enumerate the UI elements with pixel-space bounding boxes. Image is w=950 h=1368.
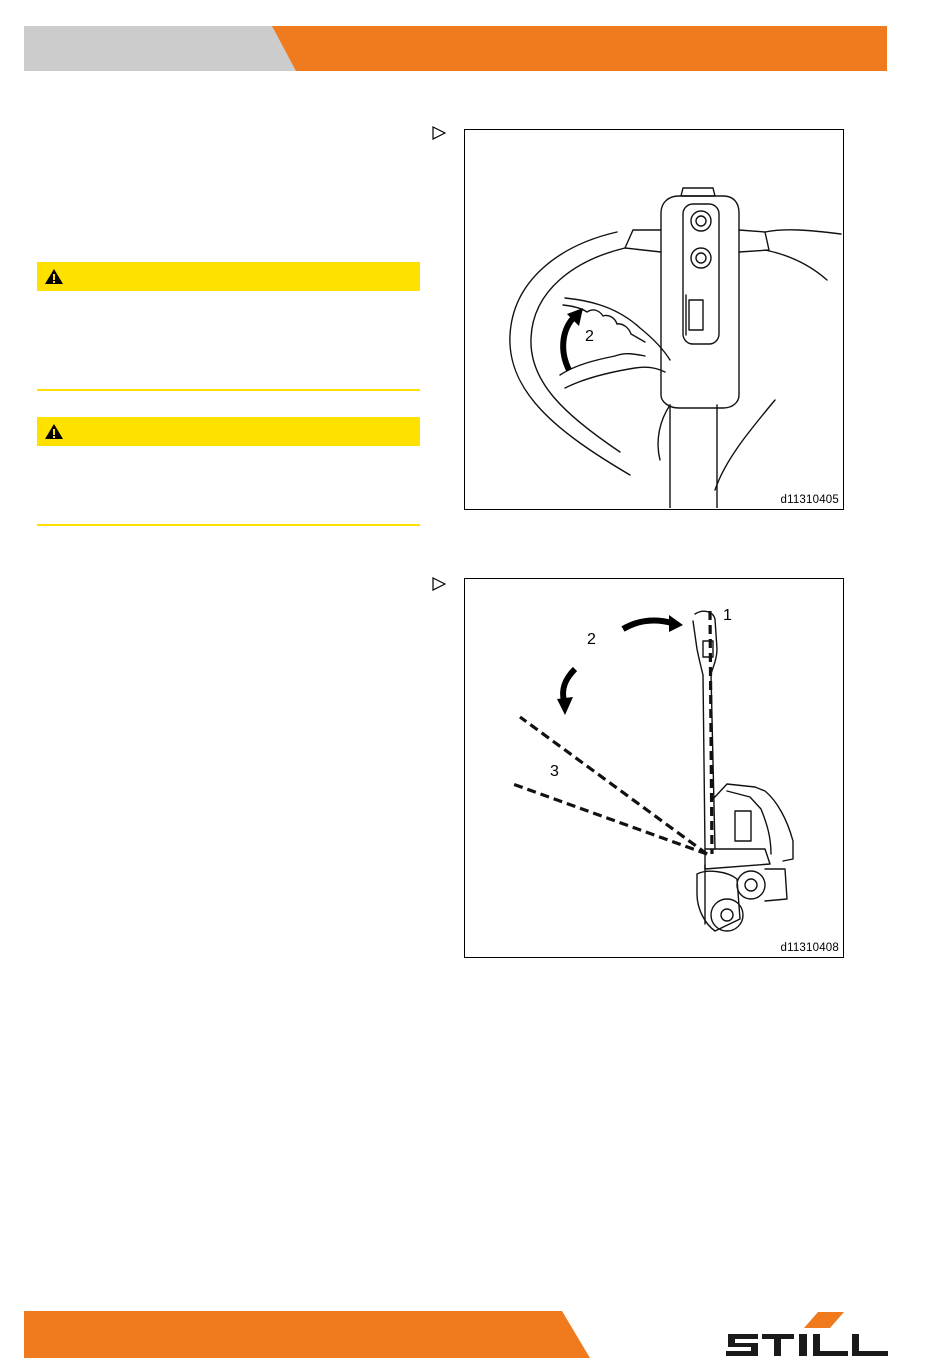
tiller-positions-illustration: [465, 579, 842, 956]
warning-end-rule: [37, 389, 420, 391]
callout-label: 3: [550, 763, 559, 780]
warning-banner: [37, 417, 420, 446]
warning-triangle-icon: [44, 423, 64, 440]
warning-banner: [37, 262, 420, 291]
callout-label: 1: [723, 607, 732, 624]
figure-code: d11310405: [780, 494, 839, 506]
figure-tiller-positions: [464, 578, 844, 958]
callout-label: 2: [587, 631, 596, 648]
brand-logo: [724, 1312, 890, 1360]
warning-end-rule: [37, 524, 420, 526]
header-bar: [24, 26, 887, 71]
tiller-head-illustration: [465, 130, 842, 508]
figure-code: d11310408: [780, 942, 839, 954]
figure-tiller-head: [464, 129, 844, 510]
step-marker-icon: [432, 126, 446, 140]
warning-triangle-icon: [44, 268, 64, 285]
callout-label: 2: [585, 328, 594, 345]
footer-bar: [24, 1311, 590, 1358]
still-logo-icon: [724, 1312, 890, 1360]
step-marker-icon: [432, 577, 446, 591]
